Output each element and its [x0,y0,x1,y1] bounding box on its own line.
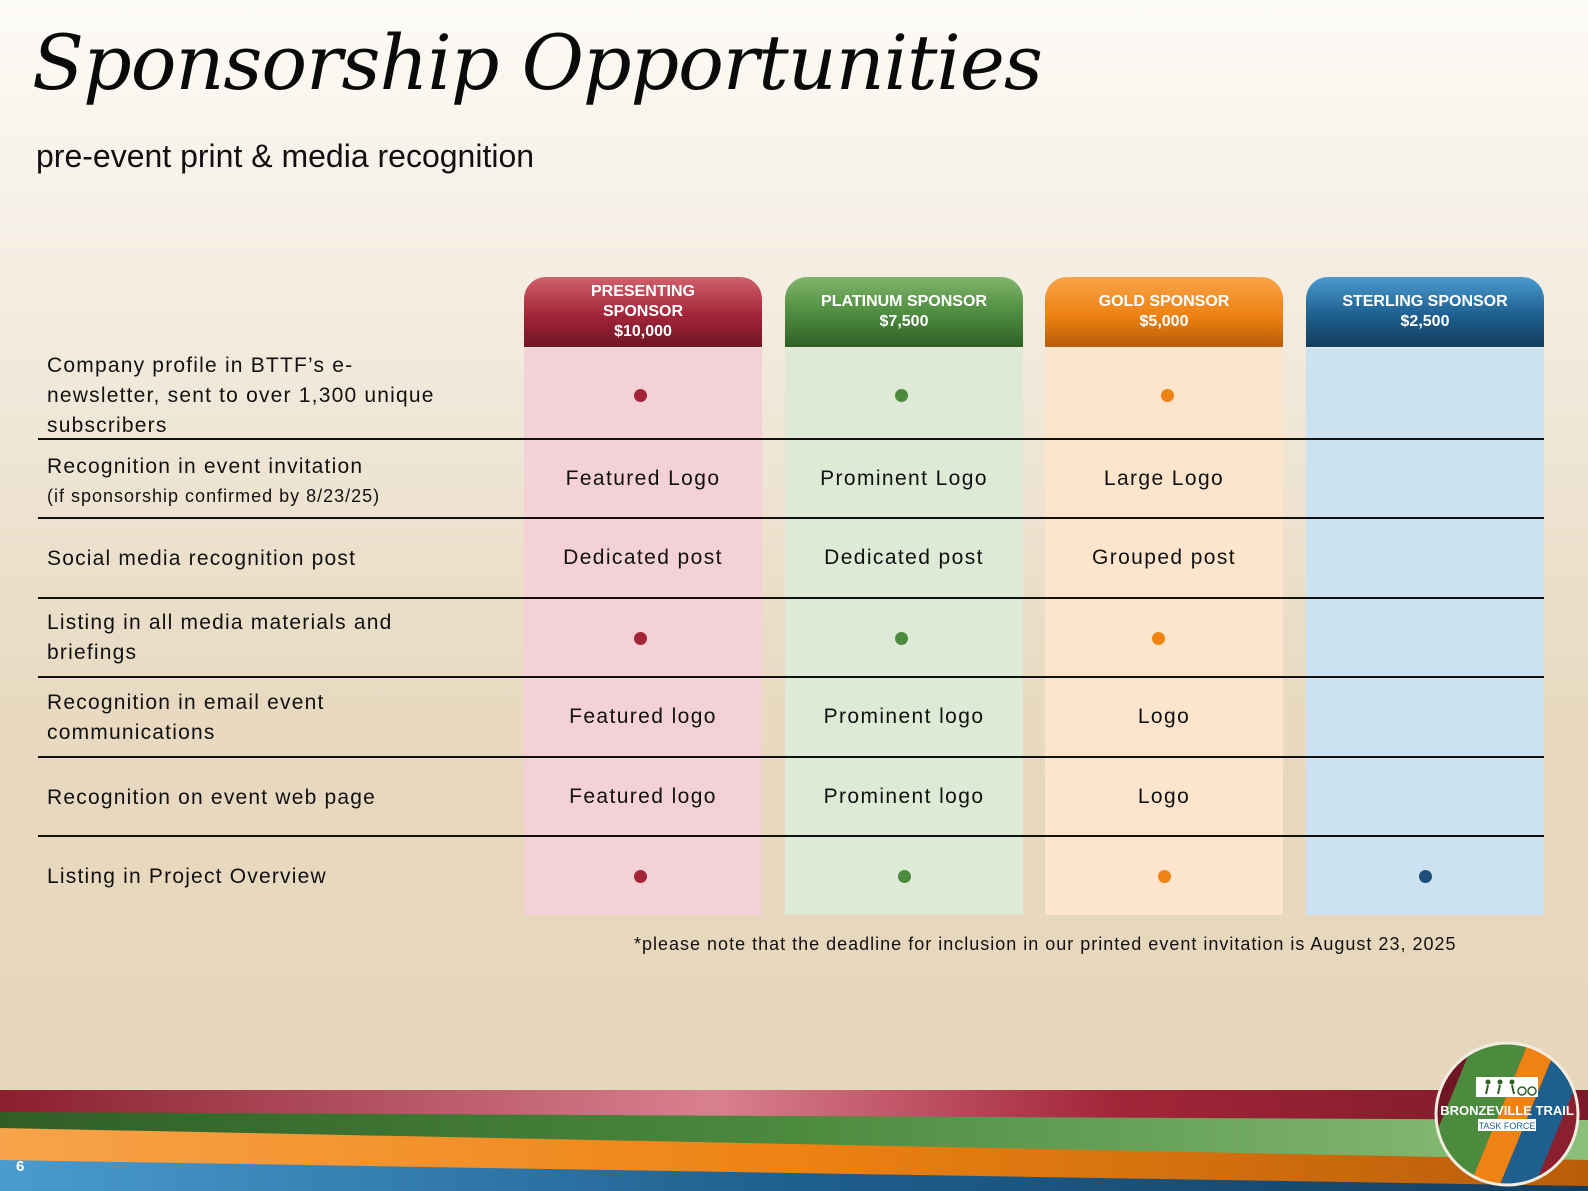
row-divider [38,676,1544,678]
platinum-included-dot [898,870,911,883]
presenting-webpage-value: Featured logo [569,785,717,808]
presenting-included-dot [634,389,647,402]
presenting-included-dot [634,632,647,645]
row-label-social: Social media recognition post [47,547,357,570]
page-subtitle: pre-event print & media recognition [36,138,535,174]
row-label-media [47,608,507,668]
sterling-included-dot [1419,870,1432,883]
logo-text-line2: TASK FORCE [1478,1121,1536,1131]
presenting-social-value: Dedicated post [563,546,723,569]
platinum-sponsor-header [785,277,1023,347]
logo-text-line1: BRONZEVILLE TRAIL [1440,1103,1574,1118]
row-divider [38,438,1544,440]
platinum-social-value: Dedicated post [824,546,984,569]
tier-name: GOLD SPONSOR [1098,293,1230,310]
deadline-footnote: *please note that the deadline for inclusion in our printed event invitation is August 23, 2025 [634,934,1457,954]
row-divider [38,835,1544,837]
presenting-sponsor-header [524,277,762,347]
presenting-invitation-value: Featured Logo [565,467,721,490]
row-label-invitation [47,452,507,510]
gold-included-dot [1161,389,1174,402]
platinum-webpage-value: Prominent logo [823,785,985,808]
row-divider [38,517,1544,519]
tier-name: STERLING SPONSOR [1342,293,1508,310]
page-title: Sponsorship Opportunities [32,18,1042,107]
row-label-newsletter [47,351,507,441]
tier-price: $7,500 [879,313,929,330]
bicycle-runners-icon [1476,1077,1538,1097]
tier-name-line2: SPONSOR [602,303,683,320]
label-line: briefings [47,641,138,664]
tier-name: PLATINUM SPONSOR [821,293,987,310]
row-label-email [47,688,507,748]
gold-included-dot [1158,870,1171,883]
label-line: newsletter, sent to over 1,300 unique [47,384,435,407]
gold-email-value: Logo [1137,705,1191,728]
tier-price: $5,000 [1139,313,1189,330]
row-divider [38,756,1544,758]
gold-column [1045,348,1283,915]
gold-included-dot [1152,632,1165,645]
label-note: (if sponsorship confirmed by 8/23/25) [47,486,381,506]
page-number: 6 [16,1158,25,1175]
label-line: Company profile in BTTF’s e- [47,354,354,377]
row-label-webpage: Recognition on event web page [47,786,377,809]
label-line: Recognition in email event [47,691,325,714]
platinum-invitation-value: Prominent Logo [820,467,988,490]
presenting-email-value: Featured logo [569,705,717,728]
label-line: Recognition in event invitation [47,455,364,478]
label-line: Listing in all media materials and [47,611,393,634]
gold-social-value: Grouped post [1091,546,1237,569]
sterling-sponsor-header [1306,277,1544,347]
row-divider [38,597,1544,599]
row-label-overview: Listing in Project Overview [47,865,327,888]
gold-sponsor-header [1045,277,1283,347]
bronzeville-trail-logo [1434,1041,1580,1187]
gold-webpage-value: Logo [1137,785,1191,808]
tier-price: $2,500 [1400,313,1450,330]
tier-name-line1: PRESENTING [590,283,695,300]
sterling-column [1306,348,1544,915]
platinum-included-dot [895,632,908,645]
presenting-included-dot [634,870,647,883]
platinum-included-dot [895,389,908,402]
tier-price: $10,000 [614,323,672,340]
label-line: communications [47,721,216,744]
decorative-stripes [0,1090,1588,1191]
label-line: subscribers [47,414,168,437]
platinum-email-value: Prominent logo [823,705,985,728]
gold-invitation-value: Large Logo [1103,467,1225,490]
